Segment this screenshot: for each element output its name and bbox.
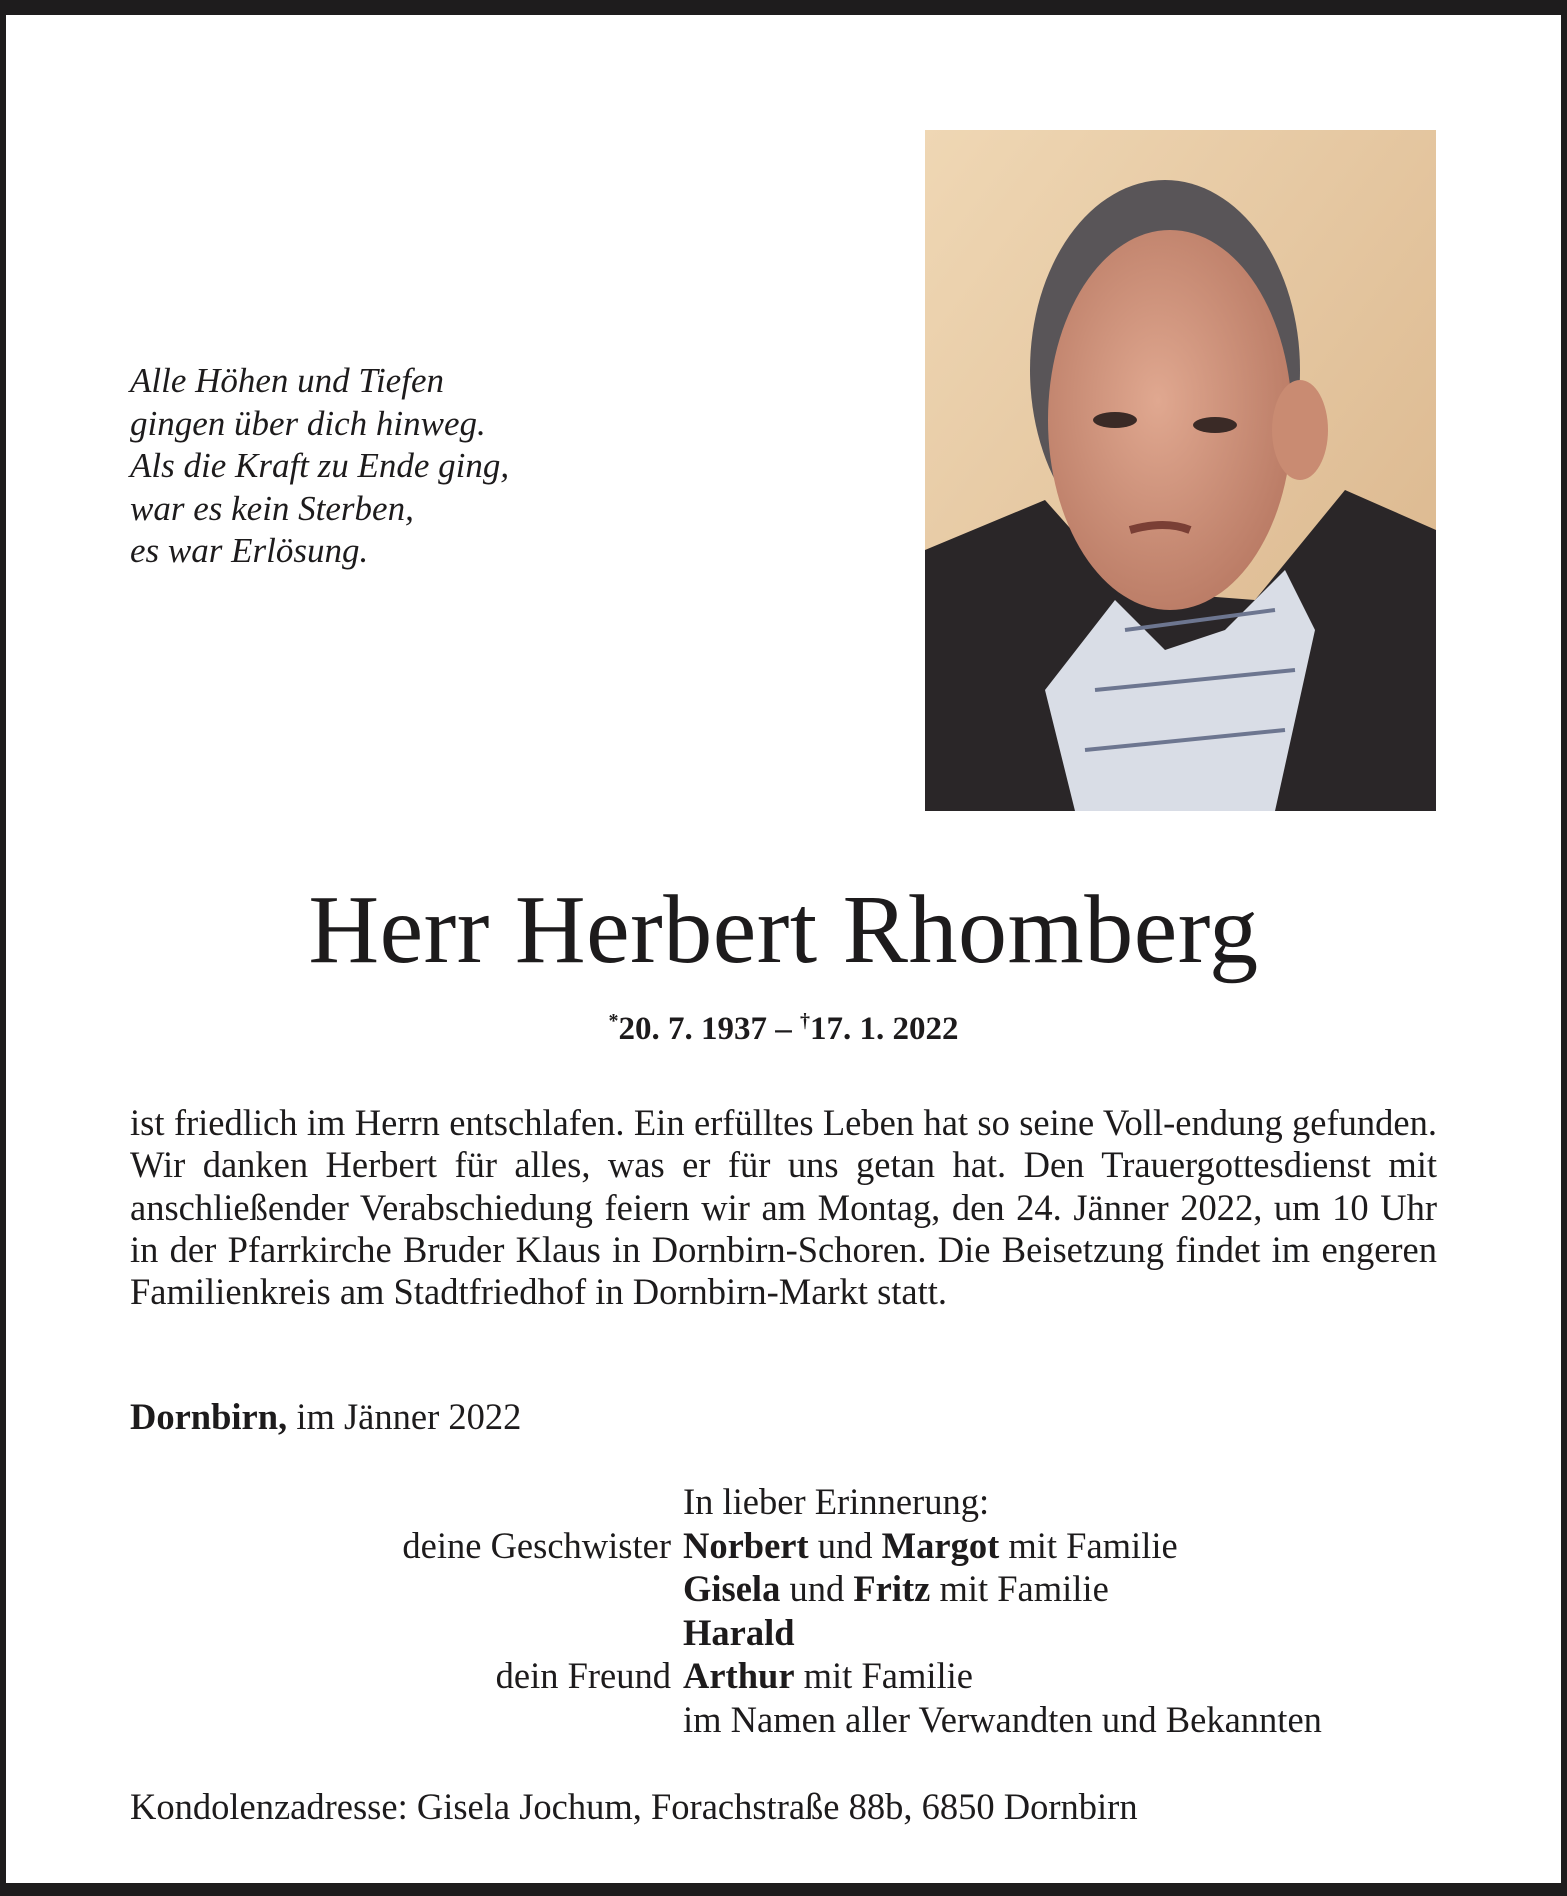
poem xyxy=(130,360,509,573)
family-suffix: mit Familie xyxy=(794,1655,973,1696)
friend-name: Arthur xyxy=(683,1655,795,1696)
sibling-name: Harald xyxy=(683,1611,795,1653)
obituary-page xyxy=(6,15,1561,1883)
signature-line xyxy=(683,1611,1437,1655)
place-city: Dornbirn, xyxy=(130,1396,288,1437)
family-suffix: mit Familie xyxy=(999,1524,1178,1566)
birth-symbol: * xyxy=(608,1010,619,1032)
death-date: 17. 1. 2022 xyxy=(810,1011,959,1047)
poem-line: Als die Kraft zu Ende ging, xyxy=(130,446,510,485)
portrait-photo xyxy=(925,130,1436,811)
birth-date: 20. 7. 1937 xyxy=(618,1011,767,1047)
friend-label: dein Freund xyxy=(495,1655,671,1696)
signature-line xyxy=(683,1654,1437,1698)
sibling-partner-name: Margot xyxy=(881,1524,1000,1566)
conjunction: und xyxy=(780,1568,854,1609)
signature-line xyxy=(683,1567,1437,1611)
announcement-text: ist friedlich im Herrn entschlafen. Ein erfülltes Leben hat so seine Voll-endung gefunden. Wir danken Herbert für alles, was er für uns getan hat. Den Trauergottesdienst mit anschließender Verabschiedung feiern wir am Montag, den 24. Jänner 2022, um 10 Uhr in der Pfarrkirche Bruder Klaus in Dornbirn-Schoren. Die Beisetzung findet im engeren Familienkreis am Stadtfriedhof in Dornbirn-Markt statt. xyxy=(130,1102,1437,1313)
signature-intro: In lieber Erinnerung: xyxy=(683,1481,990,1522)
poem-line: Alle Höhen und Tiefen xyxy=(130,361,444,400)
death-symbol: † xyxy=(800,1010,810,1032)
condolence-address: Kondolenzadresse: Gisela Jochum, Forachstraße 88b, 6850 Dornbirn xyxy=(130,1786,1138,1827)
poem-line: gingen über dich hinweg. xyxy=(130,403,486,443)
family-suffix: mit Familie xyxy=(930,1568,1109,1609)
siblings-label: deine Geschwister xyxy=(402,1524,671,1566)
deceased-name: Herr Herbert Rhomberg xyxy=(308,876,1259,984)
place-date xyxy=(130,1395,521,1438)
signature-line xyxy=(683,1524,1437,1568)
conjunction: und xyxy=(808,1524,882,1566)
signature-closing: im Namen aller Verwandten und Bekannten xyxy=(683,1698,1322,1740)
poem-line: war es kein Sterben, xyxy=(130,488,414,528)
life-dates xyxy=(6,1010,1561,1048)
sibling-name: Norbert xyxy=(683,1524,809,1566)
signature-block xyxy=(130,1480,1437,1741)
sibling-partner-name: Fritz xyxy=(853,1568,931,1609)
poem-line: es war Erlösung. xyxy=(130,531,369,570)
date-separator: – xyxy=(767,1011,800,1047)
place-month: im Jänner 2022 xyxy=(287,1396,522,1437)
sibling-name: Gisela xyxy=(683,1568,781,1609)
